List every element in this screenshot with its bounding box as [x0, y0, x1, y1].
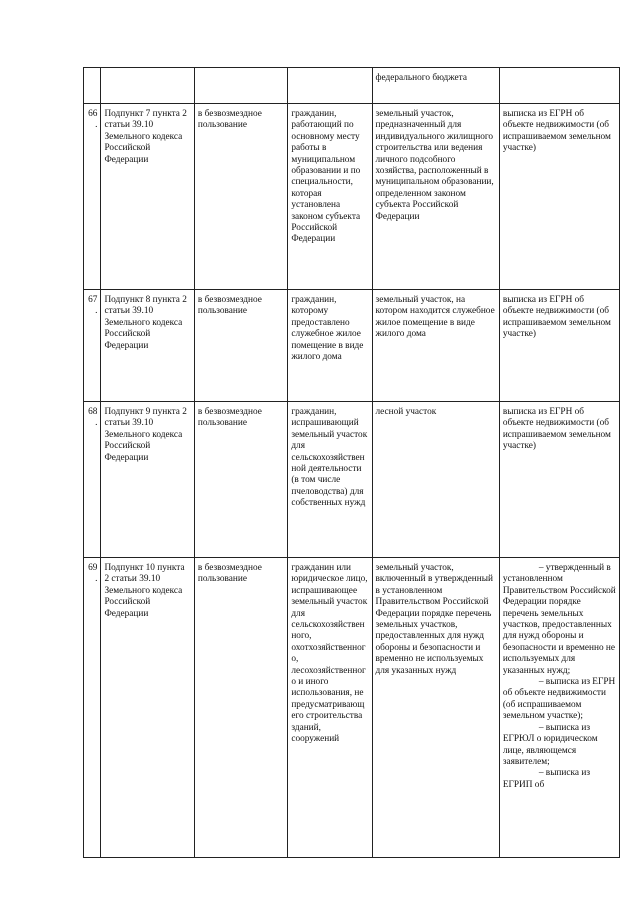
right-type-cell: в безвозмездное пользование — [194, 104, 287, 290]
applicant-cell — [288, 68, 372, 104]
applicant-cell: гражданин, которому предоставлено служебное жилое помещение в виде жилого дома — [288, 290, 372, 402]
right-type-cell: в безвозмездное пользование — [194, 290, 287, 402]
legal-basis-cell: Подпункт 8 пункта 2 статьи 39.10 Земельного кодекса Российской Федерации — [101, 290, 194, 402]
legal-basis-cell — [101, 68, 194, 104]
land-plot-cell: федерального бюджета — [372, 68, 499, 104]
land-plot-cell: земельный участок, включенный в утвержденный в установленном Правительством Российской Федерации порядке перечень земельных участков, предоставленных для нужд обороны и безопасности и временно не используемых для указанных нужд — [372, 558, 499, 858]
land-plot-cell: лесной участок — [372, 402, 499, 558]
table-row — [84, 290, 620, 402]
applicant-cell: гражданин, работающий по основному месту работы в муниципальном образовании и по специальности, которая установлена законом субъекта Российской Федерации — [288, 104, 372, 290]
documents-cell — [499, 558, 619, 858]
right-type-cell — [194, 68, 287, 104]
legal-basis-cell: Подпункт 10 пункта 2 статьи 39.10 Земельного кодекса Российской Федерации — [101, 558, 194, 858]
document-list-item: – утвержденный в установленном Правительством Российской Федерации порядке перечень земельных участков, предоставленных для нужд обороны и безопасности и временно не используемых для указанных нужд; — [502, 563, 616, 676]
documents-cell — [499, 68, 619, 104]
legal-basis-cell: Подпункт 7 пункта 2 статьи 39.10 Земельного кодекса Российской Федерации — [101, 104, 194, 290]
land-plot-cell: земельный участок, предназначенный для индивидуального жилищного строительства или ведения личного подсобного хозяйства, расположенный в муниципальном образовании, определенном законом субъекта Российской Федерации — [372, 104, 499, 290]
row-number-cell — [84, 68, 101, 104]
documents-cell: выписка из ЕГРН об объекте недвижимости (об испрашиваемом земельном участке) — [499, 104, 619, 290]
documents-cell: выписка из ЕГРН об объекте недвижимости (об испрашиваемом земельном участке) — [499, 290, 619, 402]
right-type-cell: в безвозмездное пользование — [194, 558, 287, 858]
document-list-item: – выписка из ЕГРЮЛ о юридическом лице, являющемся заявителем; — [502, 722, 598, 767]
applicant-cell: гражданин или юридическое лицо, испрашивающее земельный участок для сельскохозяйственного, охотхозяйственного, лесохозяйственного и иного использования, не предусматривающего строительства зданий, сооружений — [288, 558, 372, 858]
table-row — [84, 402, 620, 558]
services-table — [83, 67, 620, 858]
right-type-cell: в безвозмездное пользование — [194, 402, 287, 558]
table-row — [84, 68, 620, 104]
row-number-cell: 68. — [84, 402, 101, 558]
document-list-item: – выписка из ЕГРИП об — [502, 768, 590, 790]
row-number-cell: 66. — [84, 104, 101, 290]
documents-cell: выписка из ЕГРН об объекте недвижимости (об испрашиваемом земельном участке) — [499, 402, 619, 558]
row-number-cell: 67. — [84, 290, 101, 402]
table-row — [84, 558, 620, 858]
legal-basis-cell: Подпункт 9 пункта 2 статьи 39.10 Земельного кодекса Российской Федерации — [101, 402, 194, 558]
row-number-cell: 69. — [84, 558, 101, 858]
table-row — [84, 104, 620, 290]
applicant-cell: гражданин, испрашивающий земельный участок для сельскохозяйственной деятельности (в том числе пчеловодства) для собственных нужд — [288, 402, 372, 558]
land-plot-cell: земельный участок, на котором находится служебное жилое помещение в виде жилого дома — [372, 290, 499, 402]
document-list-item: – выписка из ЕГРН об объекте недвижимости (об испрашиваемом земельном участке); — [502, 677, 616, 722]
